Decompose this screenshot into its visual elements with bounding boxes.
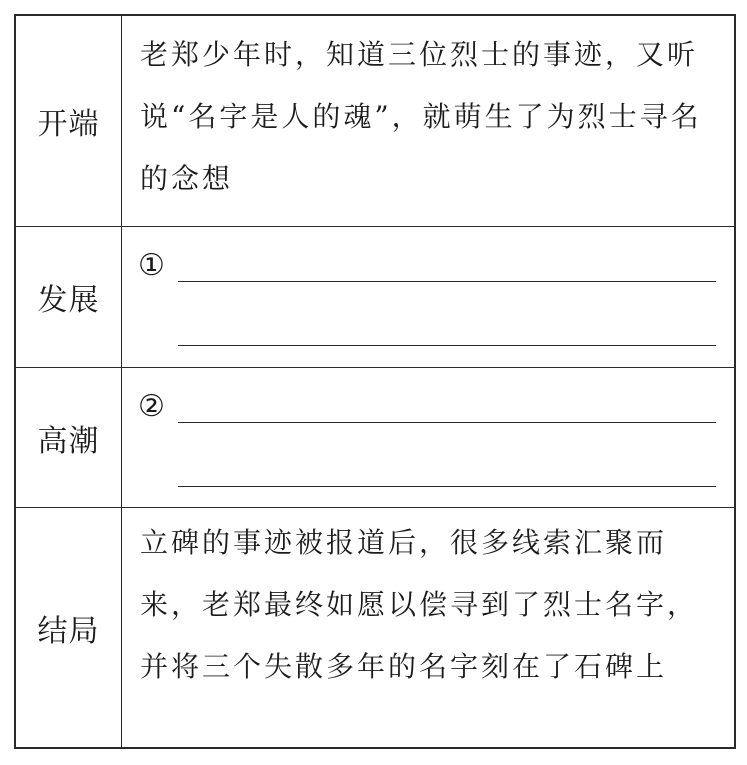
blank-line [178, 486, 716, 487]
content-ending-text: 立碑的事迹被报道后，很多线索汇聚而来，老郑最终如愿以偿寻到了烈士名字，并将三个失散多年的名字刻在了石碑上 [140, 526, 699, 683]
answer-blank-climax[interactable] [122, 368, 734, 508]
blank-line [178, 281, 716, 282]
label-development: 发展 [16, 227, 122, 368]
plot-structure-table [14, 14, 736, 749]
blank-line [178, 345, 716, 346]
label-ending: 结局 [16, 508, 122, 747]
label-beginning: 开端 [16, 16, 122, 227]
content-beginning-text: 老郑少年时，知道三位烈士的事迹，又听说“名字是人的魂”，就萌生了为烈士寻名的念想 [140, 38, 702, 195]
content-beginning [122, 16, 734, 227]
circled-number-2: ② [138, 389, 168, 424]
content-ending [122, 508, 734, 747]
blank-line [178, 422, 716, 423]
circled-number-1: ① [138, 248, 168, 283]
answer-blank-development[interactable] [122, 227, 734, 368]
label-climax: 高潮 [16, 368, 122, 508]
